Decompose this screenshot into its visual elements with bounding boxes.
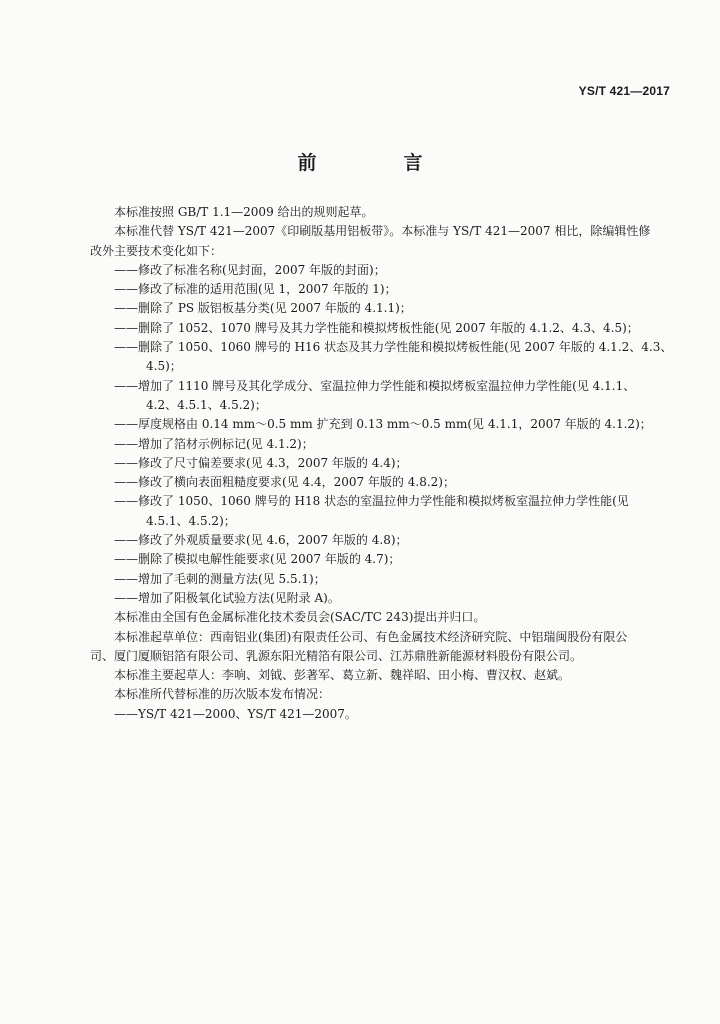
body-line: 本标准按照 GB/T 1.1—2009 给出的规则起草。 bbox=[114, 205, 374, 219]
body-line: 本标准由全国有色金属标准化技术委员会(SAC/TC 243)提出并归口。 bbox=[114, 610, 486, 625]
body-line: 司、厦门厦顺铝箔有限公司、乳源东阳光精箔有限公司、江苏鼎胜新能源材料股份有限公司。 bbox=[90, 648, 583, 663]
body-line: 改外主要技术变化如下： bbox=[90, 243, 223, 258]
body-line: ——修改了尺寸偏差要求(见 4.3，2007 年版的 4.4)； bbox=[114, 455, 408, 470]
body-line: ——增加了 1110 牌号及其化学成分、室温拉伸力学性能和模拟烤板室温拉伸力学性能(见 4.1.1、 bbox=[114, 378, 636, 393]
body-line: ——增加了箔材示例标记(见 4.1.2)； bbox=[114, 436, 314, 451]
body-line: ——修改了 1050、1060 牌号的 H18 状态的室温拉伸力学性能和模拟烤板室温拉伸力学性能(见 bbox=[114, 494, 629, 509]
body-line: 本标准主要起草人：李响、刘钺、彭著军、葛立新、魏祥昭、田小梅、曹汉权、赵斌。 bbox=[114, 668, 571, 683]
body-line: ——修改了横向表面粗糙度要求(见 4.4，2007 年版的 4.8.2)； bbox=[114, 475, 455, 490]
document-body bbox=[90, 203, 673, 724]
body-line: 本标准起草单位：西南铝业(集团)有限责任公司、有色金属技术经济研究院、中铝瑞闽股份有限公 bbox=[114, 629, 628, 644]
body-line: 本标准所代替标准的历次版本发布情况： bbox=[114, 687, 331, 702]
page-title: 前 言 bbox=[297, 152, 457, 174]
body-line: ——YS/T 421—2000、YS/T 421—2007。 bbox=[114, 706, 357, 721]
body-line: ——删除了 1050、1060 牌号的 H16 状态及其力学性能和模拟烤板性能(见 2007 年版的 4.1.2、4.3、 bbox=[114, 340, 673, 355]
body-line: 4.5.1、4.5.2)； bbox=[146, 513, 236, 528]
body-line: ——删除了模拟电解性能要求(见 2007 年版的 4.7)； bbox=[114, 552, 401, 567]
body-line: ——厚度规格由 0.14 mm～0.5 mm 扩充到 0.13 mm～0.5 mm(见 4.1.1，2007 年版的 4.1.2)； bbox=[114, 417, 652, 432]
standard-number-header: YS/T 421—2017 bbox=[578, 84, 670, 98]
body-line: ——增加了阳极氧化试验方法(见附录 A)。 bbox=[114, 590, 340, 605]
body-line: 4.5)； bbox=[146, 359, 182, 374]
body-line: ——修改了外观质量要求(见 4.6，2007 年版的 4.8)； bbox=[114, 533, 408, 548]
body-line: ——修改了标准的适用范围(见 1，2007 年版的 1)； bbox=[114, 282, 397, 297]
body-line: ——修改了标准名称(见封面，2007 年版的封面)； bbox=[114, 262, 386, 277]
body-line: 4.2、4.5.1、4.5.2)； bbox=[146, 397, 267, 412]
body-line: ——删除了 PS 版铝板基分类(见 2007 年版的 4.1.1)； bbox=[114, 301, 412, 316]
body-line: ——删除了 1052、1070 牌号及其力学性能和模拟烤板性能(见 2007 年版的 4.1.2、4.3、4.5)； bbox=[114, 320, 639, 335]
body-line: 本标准代替 YS/T 421—2007《印刷版基用铝板带》。本标准与 YS/T 421—2007 相比，除编辑性修 bbox=[114, 224, 651, 239]
body-line: ——增加了毛刺的测量方法(见 5.5.1)； bbox=[114, 571, 326, 586]
